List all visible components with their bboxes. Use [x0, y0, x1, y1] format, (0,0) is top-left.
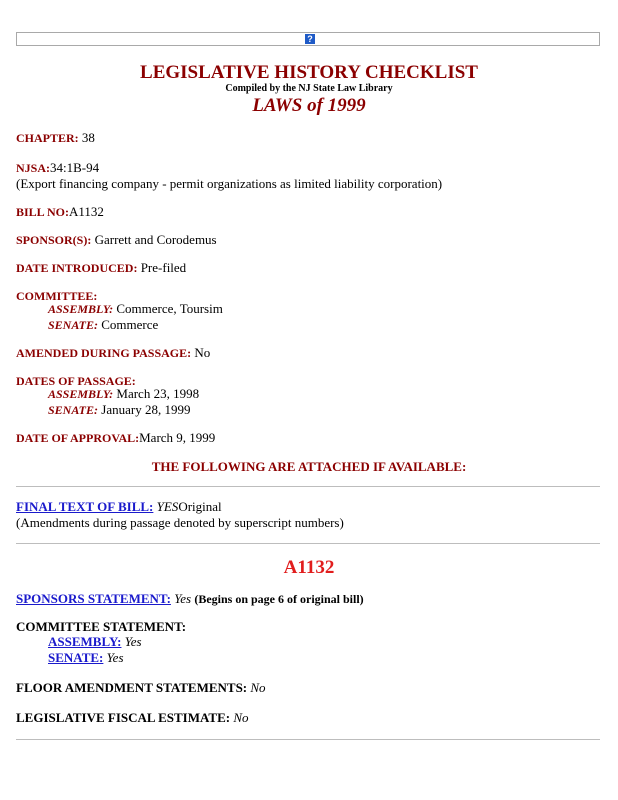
fiscal-estimate-value: No — [233, 710, 249, 725]
sponsors-value: Garrett and Corodemus — [94, 232, 217, 247]
final-text-original: Original — [178, 499, 222, 514]
chapter-label: CHAPTER: — [16, 131, 79, 145]
committee-senate-value: Commerce — [101, 317, 159, 332]
approval-row — [16, 430, 215, 446]
njsa-value: 34:1B-94 — [50, 160, 100, 175]
amended-label: AMENDED DURING PASSAGE: — [16, 346, 192, 360]
dates-passage-label-text: DATES OF PASSAGE: — [16, 374, 136, 388]
final-text-note: (Amendments during passage denoted by superscript numbers) — [16, 515, 344, 530]
top-frame-bar — [16, 32, 600, 46]
date-introduced-row — [16, 260, 186, 276]
bill-no-row — [16, 204, 104, 220]
divider — [16, 486, 600, 487]
chapter-row — [16, 130, 95, 146]
page-title: LEGISLATIVE HISTORY CHECKLIST — [140, 62, 478, 83]
floor-amendment-label: FLOOR AMENDMENT STATEMENTS: — [16, 680, 248, 695]
committee-statement-assembly-row — [48, 634, 142, 650]
chapter-value: 38 — [81, 130, 95, 145]
passage-senate-label: SENATE: — [48, 403, 99, 417]
final-text-yes: YES — [156, 499, 179, 514]
passage-senate-row — [48, 402, 190, 418]
committee-statement-label: COMMITTEE STATEMENT: — [16, 619, 187, 634]
bill-no-value: A1132 — [69, 204, 104, 219]
committee-senate-row — [48, 317, 158, 333]
committee-statement-senate-row — [48, 650, 124, 666]
committee-senate-statement-value: Yes — [106, 650, 124, 665]
bill-no-label: BILL NO: — [16, 205, 70, 219]
divider — [16, 739, 600, 740]
divider — [16, 543, 600, 544]
passage-assembly-label: ASSEMBLY: — [48, 387, 114, 401]
sponsors-statement-row — [16, 591, 364, 607]
final-text-link[interactable]: FINAL TEXT OF BILL: — [16, 499, 154, 514]
committee-assembly-label: ASSEMBLY: — [48, 302, 114, 316]
committee-assembly-link[interactable]: ASSEMBLY: — [48, 634, 122, 649]
sponsors-row — [16, 232, 217, 248]
fiscal-estimate-label: LEGISLATIVE FISCAL ESTIMATE: — [16, 710, 231, 725]
amended-row — [16, 345, 210, 361]
njsa-label: NJSA: — [16, 161, 51, 175]
approval-label: DATE OF APPROVAL: — [16, 431, 140, 445]
compiled-by: Compiled by the NJ State Law Library — [225, 83, 393, 94]
floor-amendment-row — [16, 680, 266, 696]
sponsors-statement-link[interactable]: SPONSORS STATEMENT: — [16, 591, 171, 606]
sponsors-statement-note: (Begins on page 6 of original bill) — [194, 592, 364, 606]
amended-value: No — [194, 345, 211, 360]
passage-assembly-row — [48, 386, 199, 402]
help-icon[interactable]: ? — [305, 34, 315, 44]
committee-assembly-row — [48, 301, 223, 317]
committee-senate-link[interactable]: SENATE: — [48, 650, 104, 665]
date-introduced-label: DATE INTRODUCED: — [16, 261, 138, 275]
laws-year: LAWS of 1999 — [252, 95, 366, 116]
fiscal-estimate-row — [16, 710, 249, 726]
floor-amendment-value: No — [250, 680, 266, 695]
approval-value: March 9, 1999 — [139, 430, 216, 445]
committee-assembly-statement-value: Yes — [124, 634, 142, 649]
date-introduced-value: Pre-filed — [140, 260, 187, 275]
final-text-row — [16, 499, 222, 515]
committee-senate-label: SENATE: — [48, 318, 99, 332]
sponsors-statement-value: Yes — [174, 591, 192, 606]
njsa-description: (Export financing company - permit organizations as limited liability corporation) — [16, 176, 443, 191]
committee-assembly-value: Commerce, Toursim — [116, 301, 223, 316]
njsa-row — [16, 160, 99, 176]
bill-heading: A1132 — [283, 557, 335, 578]
attached-heading: THE FOLLOWING ARE ATTACHED IF AVAILABLE: — [151, 459, 467, 474]
passage-assembly-value: March 23, 1998 — [116, 386, 200, 401]
passage-senate-value: January 28, 1999 — [101, 402, 191, 417]
committee-label-text: COMMITTEE: — [16, 289, 98, 303]
sponsors-label: SPONSOR(S): — [16, 233, 92, 247]
